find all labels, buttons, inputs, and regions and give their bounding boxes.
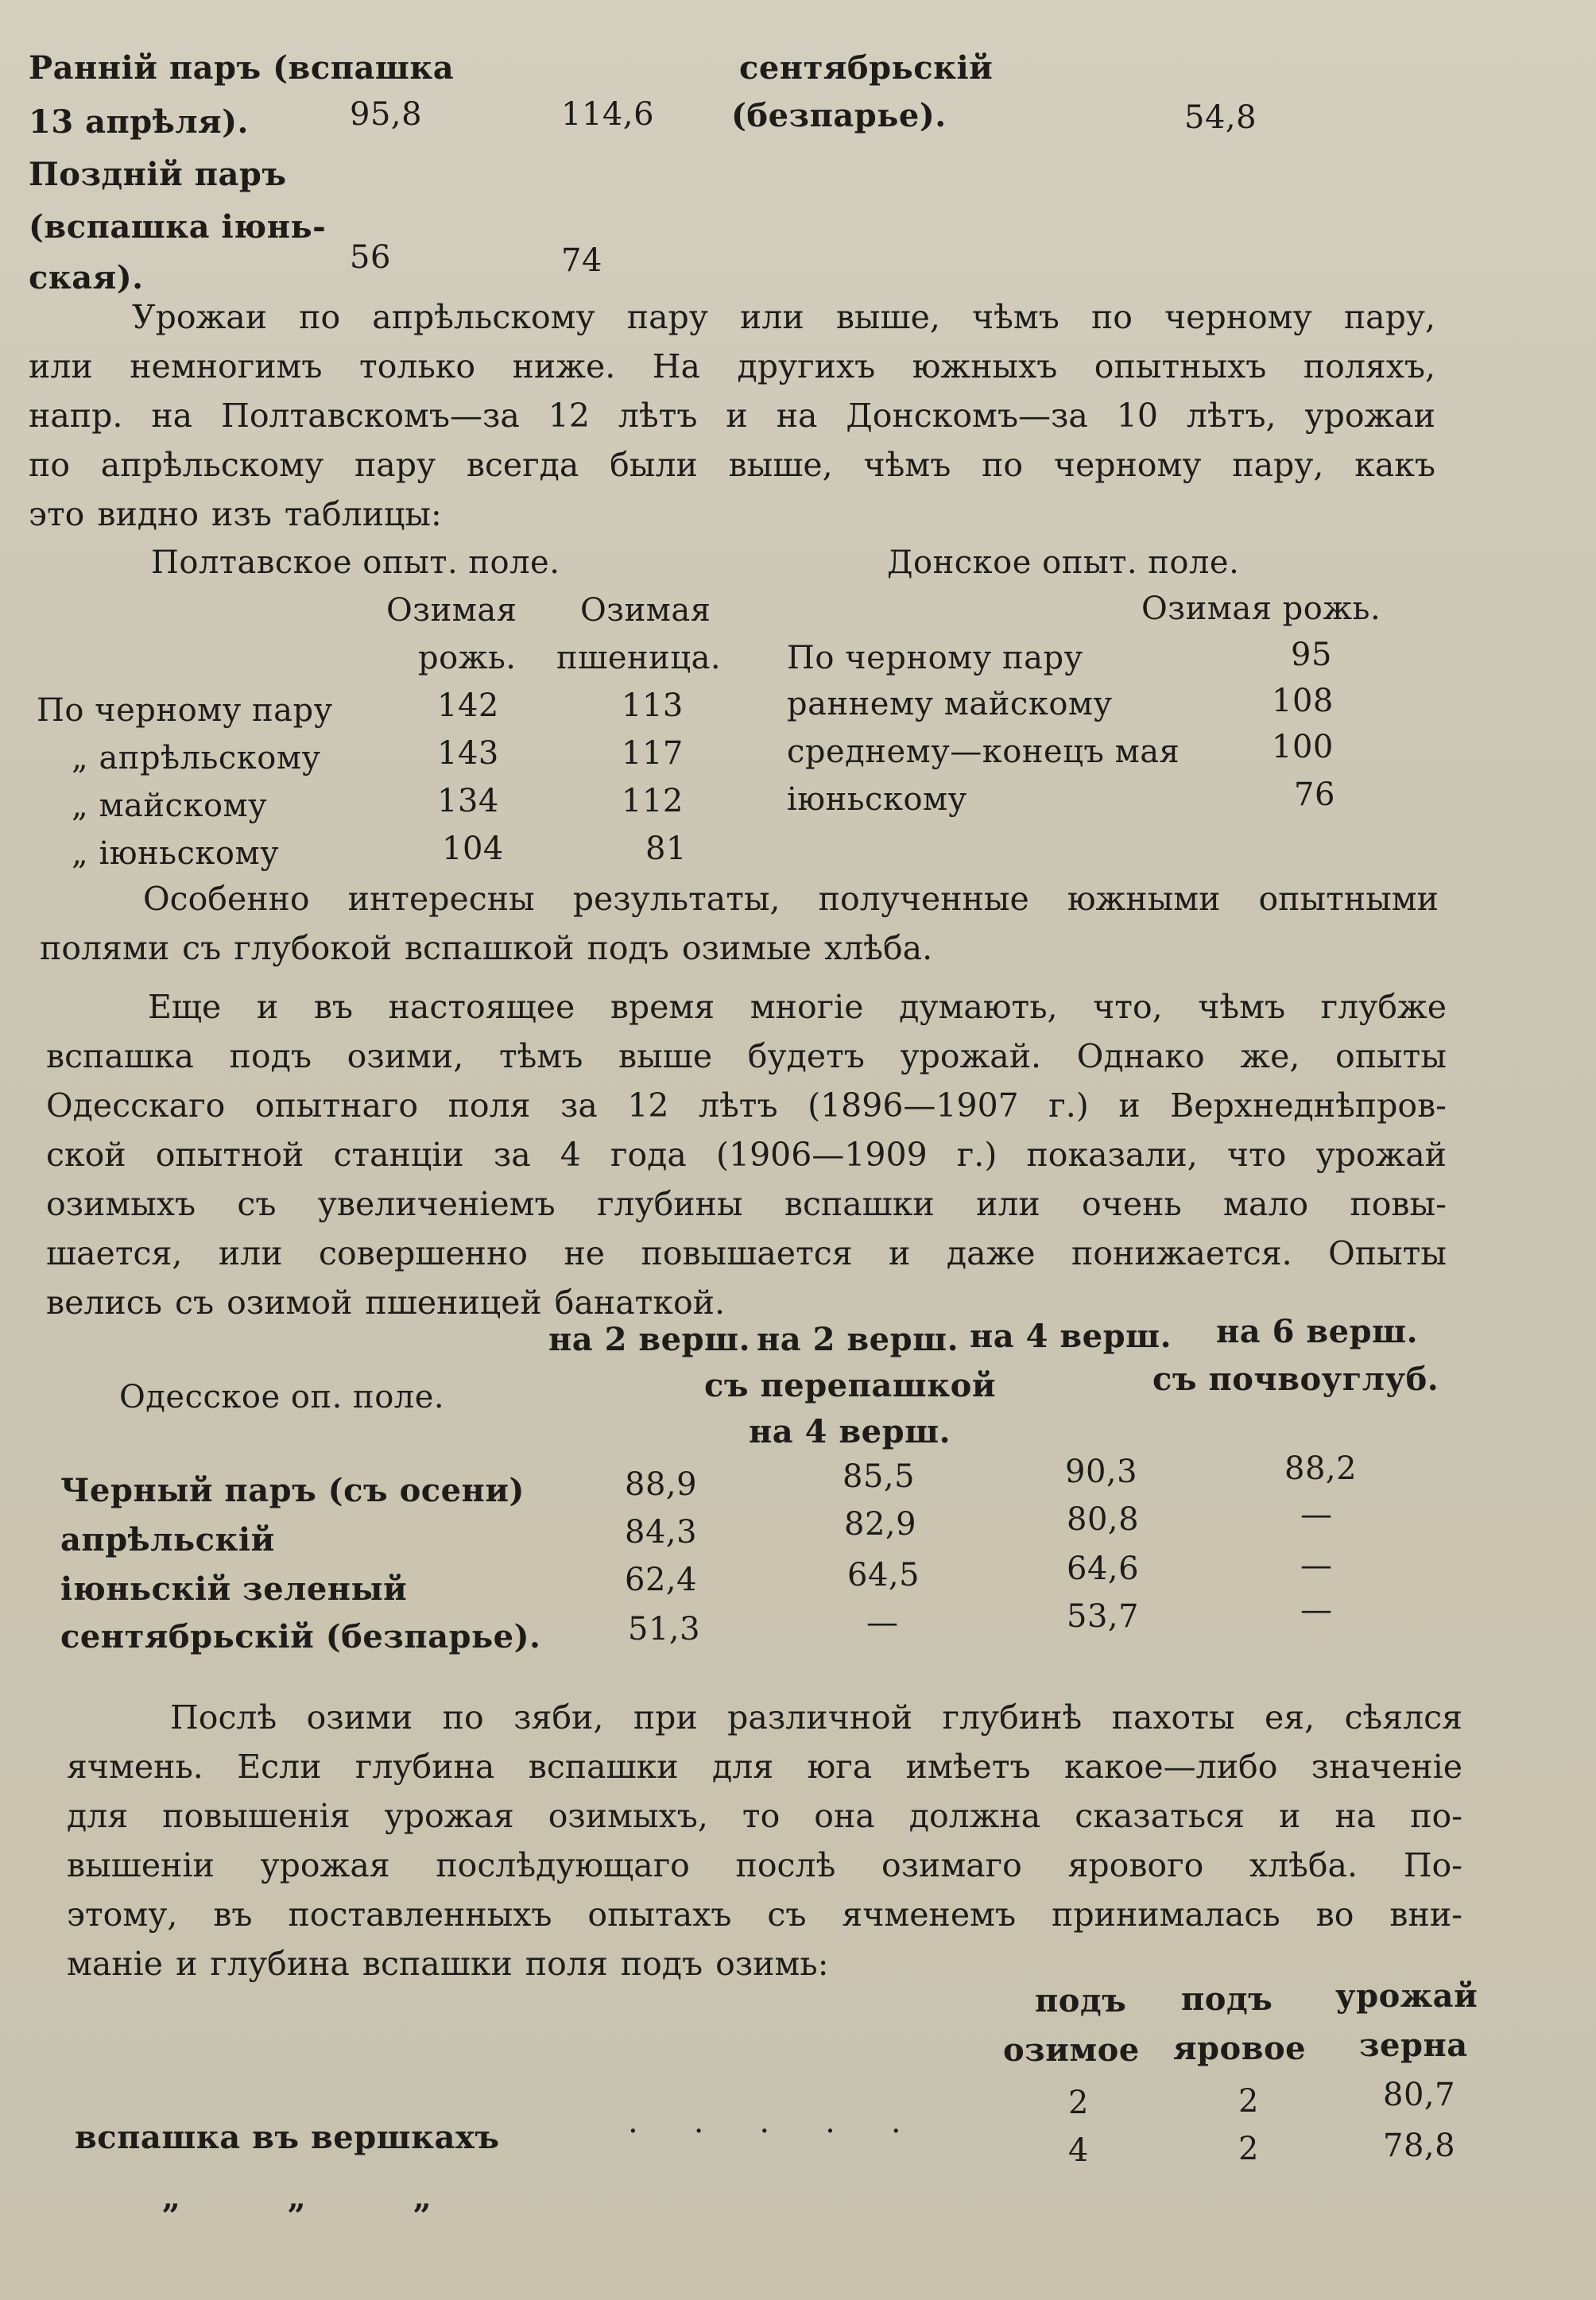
row-label: По черному пару <box>37 692 333 729</box>
table-value: 112 <box>622 783 684 819</box>
table-value: 80,7 <box>1383 2077 1456 2113</box>
paragraph-1 <box>29 292 1435 539</box>
table-value: 2 <box>1238 2083 1259 2120</box>
table-value: 54,8 <box>1184 99 1257 136</box>
row-label-line: 13 апрѣля). <box>29 103 249 141</box>
table-value: 76 <box>1294 776 1335 813</box>
table-value: 95,8 <box>350 96 423 133</box>
table-value: 108 <box>1272 683 1334 719</box>
row-label-line: (вспашка іюнь- <box>29 208 327 246</box>
table-title: Полтавское опыт. поле. <box>151 544 560 581</box>
table-value: 56 <box>350 239 391 276</box>
text-line: это видно изъ таблицы: <box>29 495 442 533</box>
row-label-line: (безпарье). <box>731 97 947 134</box>
text-line: вспашка подъ озими, тѣмъ выше будетъ урожай. Однако же, опыты <box>46 1037 1447 1075</box>
row-label: вспашка въ вершкахъ <box>75 2119 500 2156</box>
table-value: 62,4 <box>625 1562 698 1598</box>
column-header: Озимая <box>580 592 711 629</box>
paragraph-4 <box>67 1693 1462 1988</box>
text-line: ячмень. Если глубина вспашки для юга имѣетъ какое—либо значеніе <box>67 1748 1462 1786</box>
table-value: 51,3 <box>628 1611 701 1648</box>
table-value: 78,8 <box>1383 2128 1456 2164</box>
table-value: 2 <box>1238 2131 1259 2167</box>
table-value: 143 <box>437 735 499 772</box>
table-value: 53,7 <box>1067 1598 1140 1635</box>
table-value: 82,9 <box>844 1506 917 1543</box>
text-line: этому, въ поставленныхъ опытахъ съ ячменемъ принималась во вни- <box>67 1895 1462 1934</box>
text-line: озимыхъ съ увеличеніемъ глубины вспашки или очень мало повы- <box>46 1185 1447 1223</box>
paragraph-3 <box>46 982 1447 1327</box>
table-value: 88,9 <box>625 1466 698 1503</box>
text-line: для повышенія урожая озимыхъ, то она должна сказаться и на по- <box>67 1797 1462 1835</box>
table-value: 2 <box>1068 2085 1089 2121</box>
row-label: „ іюньскому <box>72 835 280 872</box>
row-label: среднему—конецъ мая <box>787 734 1180 770</box>
table-title: Одесское оп. поле. <box>119 1379 445 1415</box>
table-value: — <box>1300 1592 1333 1628</box>
column-header: на 2 верш. <box>548 1321 751 1358</box>
column-header: на 4 верш. <box>749 1413 951 1450</box>
text-line: велись съ озимой пшеницей банаткой. <box>46 1284 726 1322</box>
text-line: шается, или совершенно не повышается и даже понижается. Опыты <box>46 1234 1447 1272</box>
table-value: 64,6 <box>1067 1551 1140 1587</box>
text-line: Одесскаго опытнаго поля за 12 лѣтъ (1896—1907 г.) и Верхнеднѣпров- <box>46 1086 1447 1125</box>
table-value: 81 <box>645 831 687 867</box>
column-header: подъ <box>1035 1982 1127 2019</box>
table-value: — <box>1300 1547 1333 1584</box>
column-header: зерна <box>1359 2027 1468 2064</box>
column-header: рожь. <box>418 640 517 676</box>
table-value: 84,3 <box>625 1514 698 1551</box>
text-line: Урожаи по апрѣльскому пару или выше, чѣмъ по черному пару, <box>132 298 1435 336</box>
text-line: полями съ глубокой вспашкой подъ озимые хлѣба. <box>40 929 933 967</box>
table-value: — <box>1300 1497 1333 1533</box>
text-line: маніе и глубина вспашки поля подъ озимь: <box>67 1945 829 1983</box>
table-value: 95 <box>1291 637 1332 673</box>
column-header: съ почвоуглуб. <box>1152 1361 1439 1398</box>
column-header: съ перепашкой <box>704 1367 997 1404</box>
row-label-line: Поздній паръ <box>29 156 287 193</box>
row-label: По черному пару <box>787 640 1083 676</box>
text-line: по апрѣльскому пару всегда были выше, чѣмъ по черному пару, какъ <box>29 446 1435 484</box>
column-header: на 6 верш. <box>1216 1313 1419 1350</box>
text-line: Особенно интересны результаты, полученные южными опытными <box>143 880 1439 918</box>
table-value: 74 <box>561 242 602 279</box>
table-value: 142 <box>437 687 499 724</box>
column-header: озимое <box>1003 2031 1140 2069</box>
table-value: 80,8 <box>1067 1501 1140 1538</box>
column-header: пшеница. <box>556 640 722 676</box>
row-label-line: Ранній паръ (вспашка <box>29 49 455 87</box>
table-value: 134 <box>437 783 499 819</box>
text-line: ской опытной станціи за 4 года (1906—1909 г.) показали, что урожай <box>46 1136 1447 1174</box>
table-value: 85,5 <box>843 1458 916 1495</box>
row-label: „ апрѣльскому <box>72 740 321 776</box>
ditto-marks: „ „ „ <box>162 2179 432 2217</box>
text-line: вышеніи урожая послѣдующаго послѣ озимаго ярового хлѣба. По- <box>67 1846 1462 1884</box>
row-label: апрѣльскій <box>60 1521 275 1559</box>
table-value: 88,2 <box>1284 1450 1358 1487</box>
table-value: 4 <box>1068 2132 1089 2169</box>
paragraph-2 <box>40 874 1439 973</box>
row-label: іюньскій зеленый <box>60 1570 408 1608</box>
text-line: или немногимъ только ниже. На другихъ южныхъ опытныхъ поляхъ, <box>29 347 1435 385</box>
table-value: 117 <box>622 735 684 772</box>
row-label: раннему майскому <box>787 686 1113 722</box>
text-line: Послѣ озими по зяби, при различной глубинѣ пахоты ея, сѣялся <box>170 1698 1462 1737</box>
column-header: Озимая <box>386 592 517 629</box>
row-label: „ майскому <box>72 788 268 824</box>
column-header: Озимая рожь. <box>1141 590 1381 627</box>
table-value: 64,5 <box>847 1557 920 1593</box>
column-header: подъ <box>1181 1981 1273 2018</box>
table-value: 90,3 <box>1065 1454 1138 1490</box>
text-line: Еще и въ настоящее время многіе думають, что, чѣмъ глубже <box>148 988 1447 1026</box>
column-header: урожай <box>1335 1977 1478 2015</box>
table-value: 113 <box>622 687 684 724</box>
column-header: яровое <box>1173 2030 1307 2067</box>
row-label: іюньскому <box>787 781 967 818</box>
row-label-line: сентябрьскій <box>739 49 994 87</box>
table-title: Донское опыт. поле. <box>887 544 1240 581</box>
text-line: напр. на Полтавскомъ—за 12 лѣтъ и на Донскомъ—за 10 лѣтъ, урожаи <box>29 397 1435 435</box>
table-value: — <box>866 1605 899 1641</box>
table-value: 104 <box>442 831 504 867</box>
row-label-line: ская). <box>29 259 144 296</box>
column-header: на 2 верш. <box>757 1321 959 1358</box>
column-header: на 4 верш. <box>970 1318 1172 1355</box>
table-value: 114,6 <box>561 96 655 133</box>
table-value: 100 <box>1272 729 1334 765</box>
dot-leader: ..... <box>628 2104 957 2140</box>
row-label: сентябрьскій (безпарье). <box>60 1618 541 1655</box>
row-label: Черный паръ (съ осени) <box>60 1472 525 1509</box>
